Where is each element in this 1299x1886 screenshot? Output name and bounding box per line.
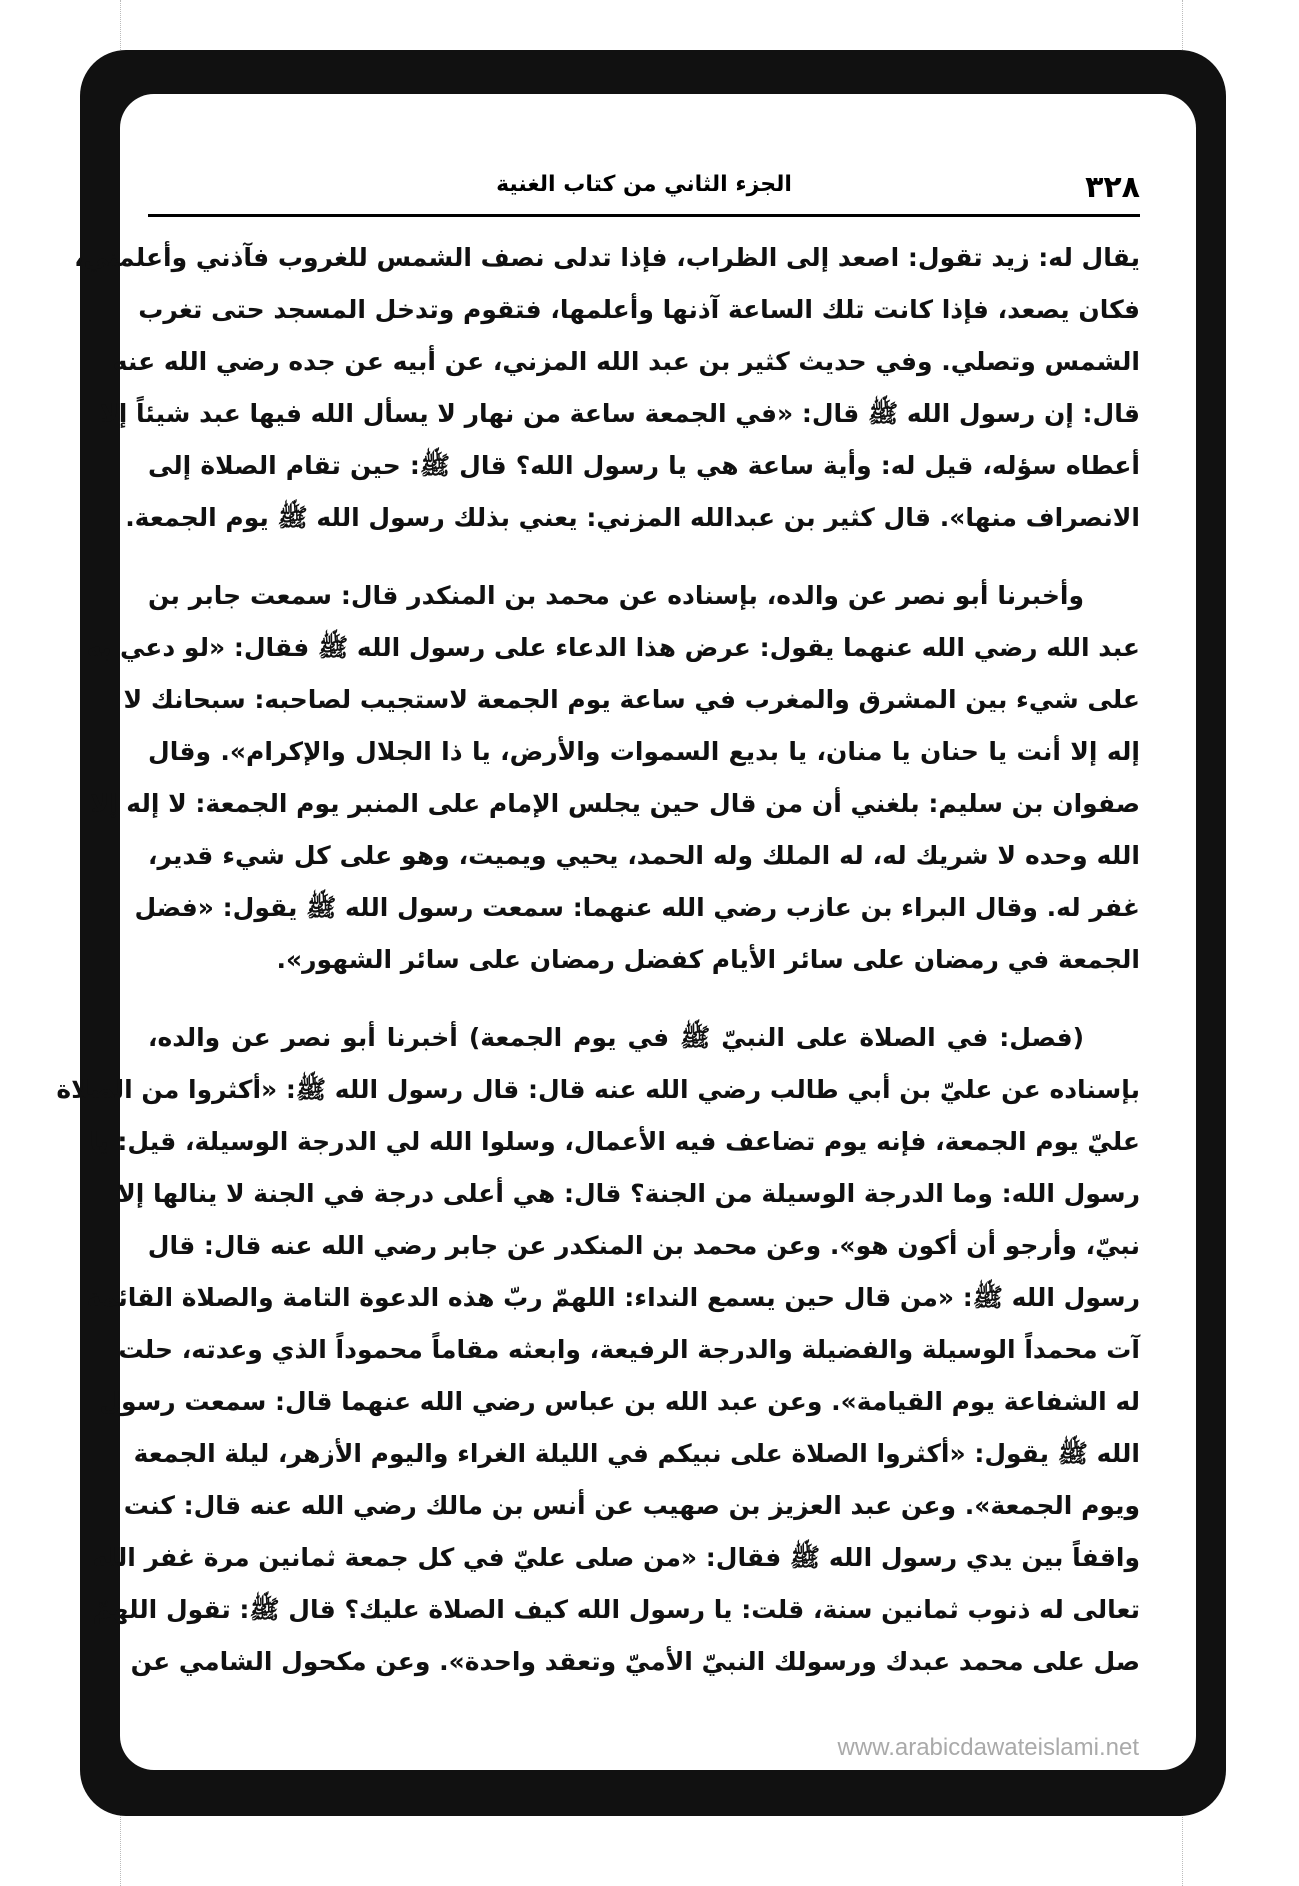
paragraph-2 — [86, 570, 1140, 986]
text-line: واقفاً بين يدي رسول الله ﷺ فقال: «من صلى عليّ في كل جمعة ثمانين مرة غفر الله — [92, 1543, 1140, 1572]
text-line: الانصراف منها». قال كثير بن عبدالله المزني: يعني بذلك رسول الله ﷺ يوم الجمعة. — [125, 503, 1140, 532]
page-number: ٣٢٨ — [1085, 170, 1140, 205]
page-header — [148, 168, 1140, 212]
text-line: الله ﷺ يقول: «أكثروا الصلاة على نبيكم في الليلة الغراء واليوم الأزهر، ليلة الجمعة — [133, 1439, 1140, 1468]
text-span: أخبرنا أبو نصر عن والده، — [148, 1023, 458, 1052]
text-line: له الشفاعة يوم القيامة». وعن عبد الله بن عباس رضي الله عنهما قال: سمعت رسول — [99, 1387, 1140, 1416]
text-line: صل على محمد عبدك ورسولك النبيّ الأميّ وتعقد واحدة». وعن مكحول الشامي عن — [130, 1647, 1140, 1676]
text-line: وأخبرنا أبو نصر عن والده، بإسناده عن محمد بن المنكدر قال: سمعت جابر بن — [148, 581, 1084, 610]
text-line: الله وحده لا شريك له، له الملك وله الحمد، يحيي ويميت، وهو على كل شيء قدير، — [148, 841, 1140, 870]
text-line: صفوان بن سليم: بلغني أن من قال حين يجلس الإمام على المنبر يوم الجمعة: لا إله إلا — [90, 789, 1140, 818]
header-rule — [148, 214, 1140, 217]
text-line: على شيء بين المشرق والمغرب في ساعة يوم الجمعة لاستجيب لصاحبه: سبحانك لا — [123, 685, 1140, 714]
watermark: www.arabicdawateislami.net — [837, 1734, 1139, 1761]
text-line: قال: إن رسول الله ﷺ قال: «في الجمعة ساعة من نهار لا يسأل الله فيها عبد شيئاً إلا — [100, 399, 1140, 428]
text-line: آت محمداً الوسيلة والفضيلة والدرجة الرفيعة، وابعثه مقاماً محموداً الذي وعدته، حلت — [118, 1335, 1140, 1364]
paragraph-1 — [74, 232, 1140, 544]
text-line: أعطاه سؤله، قيل له: وأية ساعة هي يا رسول الله؟ قال ﷺ: حين تقام الصلاة إلى — [148, 451, 1140, 480]
text-line: عليّ يوم الجمعة، فإنه يوم تضاعف فيه الأعمال، وسلوا الله لي الدرجة الوسيلة، قيل: يا — [89, 1127, 1140, 1156]
page-body — [56, 232, 1140, 1688]
text-line: نبيّ، وأرجو أن أكون هو». وعن محمد بن المنكدر عن جابر رضي الله عنه قال: قال — [147, 1231, 1140, 1260]
running-title: الجزء الثاني من كتاب الغنية — [496, 172, 792, 197]
text-line — [148, 1012, 1140, 1064]
text-line: تعالى له ذنوب ثمانين سنة، قلت: يا رسول الله كيف الصلاة عليك؟ قال ﷺ: تقول اللهمّ — [92, 1595, 1140, 1624]
text-line: رسول الله ﷺ: «من قال حين يسمع النداء: اللهمّ ربّ هذه الدعوة التامة والصلاة القائمة — [86, 1283, 1140, 1312]
section-heading: (فصل: في الصلاة على النبيّ ﷺ في يوم الجمعة) — [468, 1023, 1084, 1052]
text-line: الجمعة في رمضان على سائر الأيام كفضل رمضان على سائر الشهور». — [276, 945, 1140, 974]
text-line: رسول الله: وما الدرجة الوسيلة من الجنة؟ قال: هي أعلى درجة في الجنة لا ينالها إلا — [117, 1179, 1140, 1208]
text-line: إله إلا أنت يا حنان يا منان، يا بديع السموات والأرض، يا ذا الجلال والإكرام». وقال — [148, 737, 1140, 766]
text-line: الشمس وتصلي. وفي حديث كثير بن عبد الله المزني، عن أبيه عن جده رضي الله عنه — [112, 347, 1140, 376]
text-line: فكان يصعد، فإذا كانت تلك الساعة آذنها وأعلمها، فتقوم وتدخل المسجد حتى تغرب — [138, 295, 1140, 324]
text-line: غفر له. وقال البراء بن عازب رضي الله عنهما: سمعت رسول الله ﷺ يقول: «فضل — [134, 893, 1140, 922]
text-line: يقال له: زيد تقول: اصعد إلى الظراب، فإذا تدلى نصف الشمس للغروب فآذني وأعلمني، — [74, 243, 1140, 272]
text-line: عبد الله رضي الله عنهما يقول: عرض هذا الدعاء على رسول الله ﷺ فقال: «لو دعي به — [86, 633, 1140, 662]
text-line: بإسناده عن عليّ بن أبي طالب رضي الله عنه قال: قال رسول الله ﷺ: «أكثروا من الصلاة — [56, 1075, 1140, 1104]
text-line: ويوم الجمعة». وعن عبد العزيز بن صهيب عن أنس بن مالك رضي الله عنه قال: كنت — [123, 1491, 1140, 1520]
paragraph-3 — [56, 1012, 1140, 1688]
